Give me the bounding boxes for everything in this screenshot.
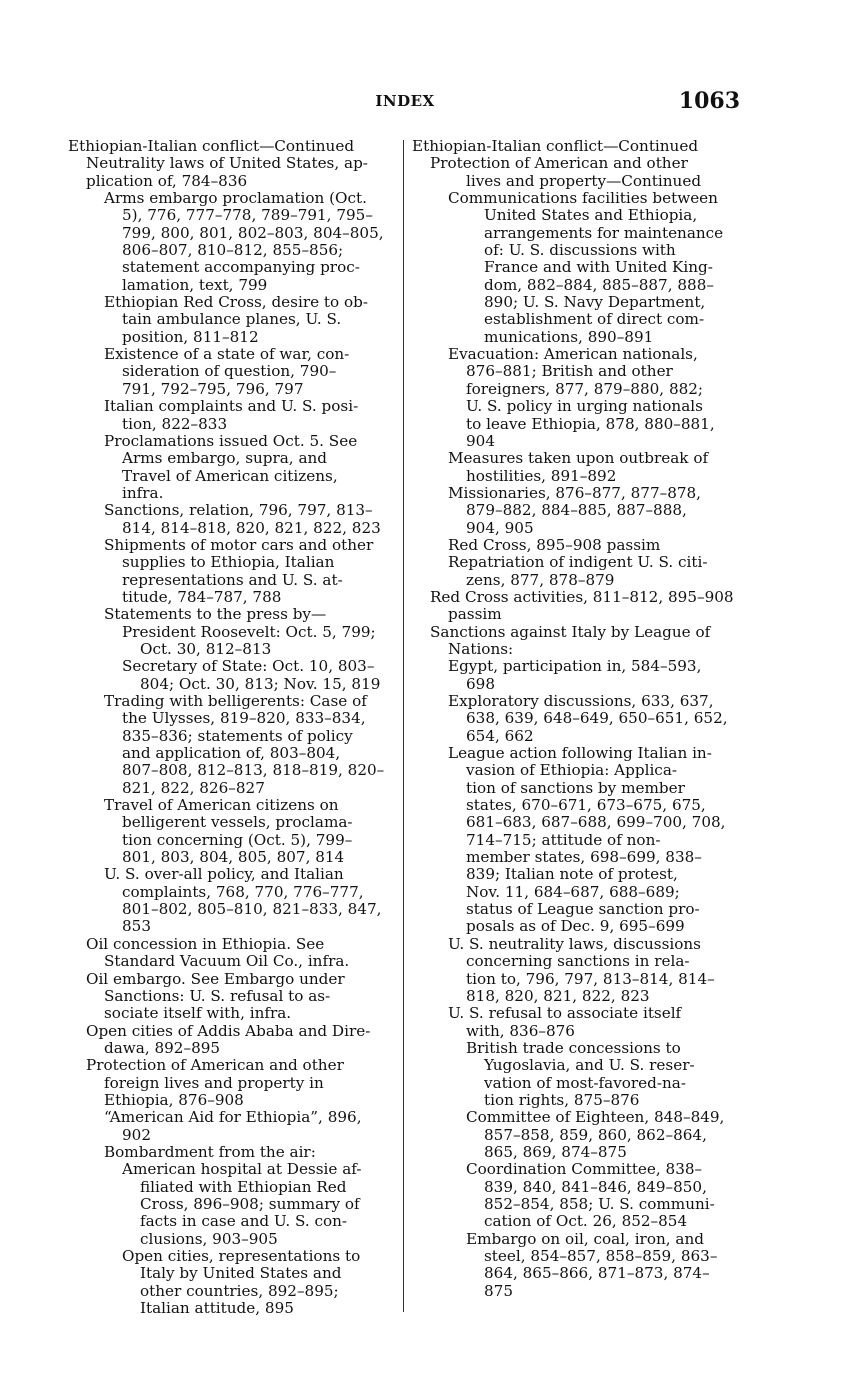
index-entry-line: American hospital at Dessie af-	[122, 1160, 362, 1179]
index-entry-line: Coordination Committee, 838–	[466, 1160, 703, 1179]
index-entry-line: passim	[448, 605, 502, 624]
index-entry-line: Shipments of motor cars and other	[104, 535, 374, 554]
index-entry-line: Ethiopia, 876–908	[104, 1090, 244, 1109]
index-entry-line: Exploratory discussions, 633, 637,	[448, 692, 714, 710]
index-entry-line: Egypt, participation in, 584–593,	[448, 657, 702, 676]
index-entry-line: sociate itself with, infra.	[104, 1004, 292, 1023]
index-entry-line: Open cities of Addis Ababa and Dire-	[86, 1021, 371, 1040]
index-entry-line: Neutrality laws of United States, ap-	[86, 154, 368, 173]
index-entry-line: Oil embargo. See Embargo under	[86, 969, 345, 988]
index-entry-line: Red Cross, 895–908 passim	[448, 535, 661, 554]
index-entry-line: arrangements for maintenance	[484, 223, 724, 242]
index-entry-line: Italian attitude, 895	[140, 1299, 294, 1318]
index-entry-line: filiated with Ethiopian Red	[140, 1177, 347, 1196]
index-entry-line: statement accompanying proc-	[122, 258, 360, 277]
index-entry-line: Measures taken upon outbreak of	[448, 449, 709, 468]
index-entry-line: hostilities, 891–892	[466, 466, 617, 485]
index-entry-line: Cross, 896–908; summary of	[140, 1194, 360, 1213]
index-entry-line: United States and Ethiopia,	[484, 206, 698, 225]
index-entry-line: Trading with belligerents: Case of	[104, 692, 367, 710]
index-entry-line: 791, 792–795, 796, 797	[122, 379, 304, 398]
index-entry-line: 839, 840, 841–846, 849–850,	[484, 1177, 707, 1196]
index-entry-line: 865, 869, 874–875	[484, 1142, 627, 1161]
index-entry-line: 804; Oct. 30, 813; Nov. 15, 819	[140, 674, 381, 693]
page-title: INDEX	[375, 92, 435, 110]
index-entry-line: cation of Oct. 26, 852–854	[484, 1212, 688, 1231]
index-entry-line: 814, 814–818, 820, 821, 822, 823	[122, 518, 381, 537]
index-entry-line: Protection of American and other	[86, 1056, 344, 1075]
index-entry-line: lamation, text, 799	[122, 275, 268, 294]
index-entry-line: Existence of a state of war, con-	[104, 345, 350, 364]
index-entry-line: of: U. S. discussions with	[484, 241, 676, 260]
index-entry-line: Standard Vacuum Oil Co., infra.	[104, 952, 350, 971]
index-entry-line: tion concerning (Oct. 5), 799–	[122, 830, 353, 849]
index-entry-line: Arms embargo, supra, and	[122, 449, 328, 468]
index-entry-line: Statements to the press by—	[104, 605, 327, 624]
index-column-right	[412, 138, 742, 1300]
index-entry-line: dawa, 892–895	[104, 1038, 221, 1057]
index-entry-line: Sanctions, relation, 796, 797, 813–	[104, 501, 373, 520]
page-number: 1063	[678, 88, 740, 114]
index-entry-line: clusions, 903–905	[140, 1229, 278, 1248]
column-divider	[403, 140, 404, 1312]
index-entry-line: lives and property—Continued	[466, 171, 702, 190]
index-entry-line: Committee of Eighteen, 848–849,	[466, 1108, 725, 1127]
index-entry-line: Ethiopian-Italian conflict—Continued	[412, 137, 699, 155]
index-entry-line: 5), 776, 777–778, 789–791, 795–	[122, 206, 373, 225]
index-entry-line: supplies to Ethiopia, Italian	[122, 553, 335, 572]
index-entry-line: Travel of American citizens on	[104, 796, 339, 815]
index-entry-line: tion of sanctions by member	[466, 778, 685, 797]
index-entry-line: to leave Ethiopia, 878, 880–881,	[466, 414, 715, 433]
index-entry-line: sideration of question, 790–	[122, 362, 337, 381]
index-entry-line: titude, 784–787, 788	[122, 587, 282, 606]
index-entry-line: foreign lives and property in	[104, 1073, 324, 1092]
index-entry-line: 864, 865–866, 871–873, 874–	[484, 1264, 710, 1283]
index-entry-line: 857–858, 859, 860, 862–864,	[484, 1125, 707, 1144]
index-entry-line: Repatriation of indigent U. S. citi-	[448, 553, 708, 572]
index-entry-line: belligerent vessels, proclama-	[122, 813, 353, 832]
index-entry-line: Sanctions: U. S. refusal to as-	[104, 986, 331, 1005]
index-entry-line: 904, 905	[466, 518, 534, 537]
index-entry-line: 852–854, 858; U. S. communi-	[484, 1194, 715, 1213]
index-entry-line: tion, 822–833	[122, 414, 228, 433]
index-entry-line: President Roosevelt: Oct. 5, 799;	[122, 622, 376, 641]
index-entry-line: Oil concession in Ethiopia. See	[86, 934, 325, 953]
index-entry-line: France and with United King-	[484, 258, 713, 277]
index-entry-line: concerning sanctions in rela-	[466, 952, 690, 971]
index-entry-line: 875	[484, 1281, 513, 1300]
index-entry-line: status of League sanction pro-	[466, 900, 700, 919]
index-entry-line: 681–683, 687–688, 699–700, 708,	[466, 813, 726, 832]
index-entry-line: 839; Italian note of protest,	[466, 865, 678, 884]
index-entry-line: representations and U. S. at-	[122, 570, 343, 589]
index-entry-line: Nations:	[448, 639, 514, 658]
index-entry-line: steel, 854–857, 858–859, 863–	[484, 1247, 718, 1265]
index-entry-line: 835–836; statements of policy	[122, 726, 353, 745]
index-entry-line: Ethiopian-Italian conflict—Continued	[68, 137, 355, 155]
index-entry-line: plication of, 784–836	[86, 171, 248, 190]
index-entry-line: 890; U. S. Navy Department,	[484, 293, 706, 312]
index-entry-line: complaints, 768, 770, 776–777,	[122, 882, 364, 901]
index-entry-line: U. S. neutrality laws, discussions	[448, 934, 701, 953]
index-entry-line: 807–808, 812–813, 818–819, 820–	[122, 761, 385, 780]
index-entry-line: 902	[122, 1125, 151, 1144]
index-entry-line: 904	[466, 431, 495, 450]
index-entry-line: vasion of Ethiopia: Applica-	[466, 761, 678, 780]
index-entry-line: Nov. 11, 684–687, 688–689;	[466, 882, 680, 901]
index-entry-line: 801–802, 805–810, 821–833, 847,	[122, 900, 382, 919]
index-entry-line: U. S. policy in urging nationals	[466, 397, 703, 416]
index-entry-line: zens, 877, 878–879	[466, 570, 615, 589]
index-entry-line: Sanctions against Italy by League of	[430, 622, 711, 641]
index-entry-line: Yugoslavia, and U. S. reser-	[484, 1056, 695, 1075]
index-entry-line: Bombardment from the air:	[104, 1142, 316, 1161]
index-entry-line: establishment of direct com-	[484, 310, 705, 329]
index-entry-line: 654, 662	[466, 726, 534, 745]
index-entry-line: Missionaries, 876–877, 877–878,	[448, 483, 702, 502]
index-entry-line: infra.	[122, 483, 164, 502]
index-entry-line: U. S. refusal to associate itself	[448, 1004, 682, 1023]
index-entry-line: tion to, 796, 797, 813–814, 814–	[466, 969, 715, 988]
index-entry-line: 698	[466, 674, 495, 693]
index-entry-line: the Ulysses, 819–820, 833–834,	[122, 709, 366, 728]
index-entry-line: with, 836–876	[466, 1021, 575, 1040]
index-entry-line: Italian complaints and U. S. posi-	[104, 397, 359, 416]
index-entry-line: 638, 639, 648–649, 650–651, 652,	[466, 709, 728, 728]
index-entry-line: Secretary of State: Oct. 10, 803–	[122, 657, 375, 676]
index-entry-line: 879–882, 884–885, 887–888,	[466, 501, 687, 520]
index-entry-line: states, 670–671, 673–675, 675,	[466, 796, 706, 815]
index-entry-line: other countries, 892–895;	[140, 1281, 339, 1300]
index-entry-line: 821, 822, 826–827	[122, 778, 265, 797]
index-entry-line: U. S. over-all policy, and Italian	[104, 865, 344, 884]
index-entry-line: Travel of American citizens,	[122, 466, 338, 485]
index-entry-line: 714–715; attitude of non-	[466, 830, 661, 849]
index-entry-line: vation of most-favored-na-	[484, 1073, 686, 1092]
index-entry-line: 799, 800, 801, 802–803, 804–805,	[122, 223, 384, 242]
index-entry-line: member states, 698–699, 838–	[466, 848, 702, 867]
index-entry-line: Italy by United States and	[140, 1264, 342, 1283]
index-entry-line: Protection of American and other	[430, 154, 688, 173]
index-entry-line: Communications facilities between	[448, 189, 718, 208]
index-entry-line: tion rights, 875–876	[484, 1090, 640, 1109]
index-entry-line: position, 811–812	[122, 327, 259, 346]
index-entry-line: 801, 803, 804, 805, 807, 814	[122, 848, 345, 867]
index-entry-line: “American Aid for Ethiopia”, 896,	[104, 1108, 362, 1127]
index-entry-line: 876–881; British and other	[466, 362, 673, 381]
index-entry-line: Red Cross activities, 811–812, 895–908	[430, 587, 734, 606]
index-entry-line: foreigners, 877, 879–880, 882;	[466, 379, 704, 398]
index-entry-line: Proclamations issued Oct. 5. See	[104, 431, 358, 450]
index-entry-line: 818, 820, 821, 822, 823	[466, 986, 650, 1005]
index-entry-line: Evacuation: American nationals,	[448, 345, 698, 364]
index-entry-line: 806–807, 810–812, 855–856;	[122, 241, 344, 260]
index-entry-line: facts in case and U. S. con-	[140, 1212, 348, 1231]
index-entry-line: munications, 890–891	[484, 327, 654, 346]
index-entry-line: tain ambulance planes, U. S.	[122, 310, 342, 329]
index-entry-line: Open cities, representations to	[122, 1247, 361, 1265]
index-column-left	[68, 138, 398, 1317]
index-entry-line: Embargo on oil, coal, iron, and	[466, 1229, 704, 1248]
index-entry-line: 853	[122, 917, 151, 936]
index-entry-line: dom, 882–884, 885–887, 888–	[484, 275, 714, 294]
index-entry-line: Ethiopian Red Cross, desire to ob-	[104, 293, 368, 312]
index-entry-line: posals as of Dec. 9, 695–699	[466, 917, 685, 936]
index-entry-line: League action following Italian in-	[448, 744, 712, 763]
index-entry-line: Oct. 30, 812–813	[140, 639, 272, 658]
index-entry-line: British trade concessions to	[466, 1038, 681, 1057]
index-entry-line: Arms embargo proclamation (Oct.	[104, 189, 367, 208]
index-entry-line: and application of, 803–804,	[122, 744, 341, 763]
